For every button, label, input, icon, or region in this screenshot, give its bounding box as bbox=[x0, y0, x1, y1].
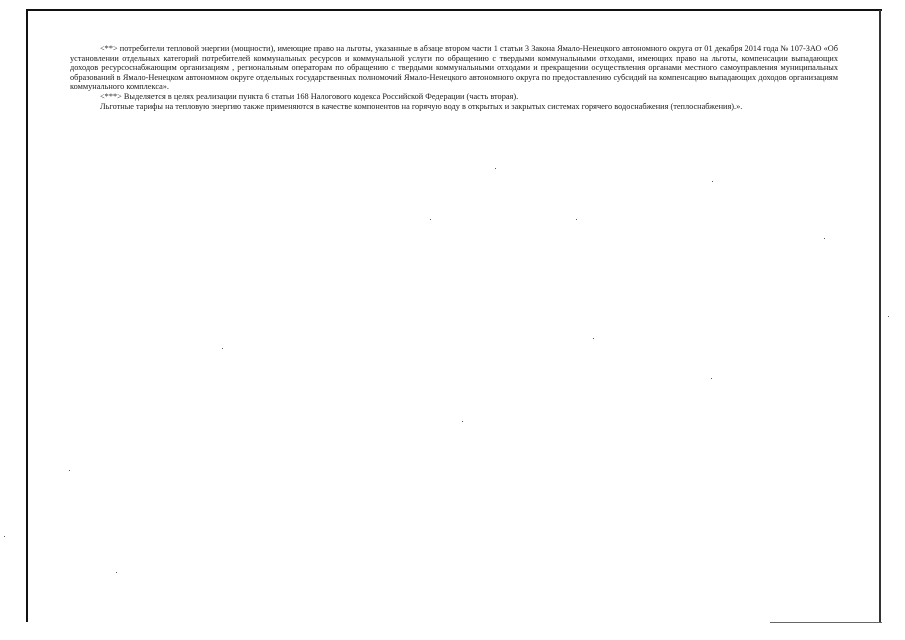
scan-speck bbox=[4, 536, 5, 537]
footnote-double-asterisk: <**> потребители тепловой энергии (мощности), имеющие право на льготы, указанные в абзаце втором части 1 статьи 3 Закона Ямало-Ненецкого автономного округа от 01 декабря 2014 года № 107-ЗАО «Об установлении отдельных категорий потребителей коммунальных ресурсов и коммунальной услуги по обращению с твердыми коммунальными отходами, имеющих право на льготы, компенсации выпадающих доходов ресурсоснабжающим организациям , региональным операторам по обращению с твердыми коммунальными отходами и прекращении осуществления органами местного самоуправления муниципальных образований в Ямало-Ненецком автономном округе отдельных государственных полномочий Ямало-Ненецкого автономного округа по предоставлению субсидий на компенсацию выпадающих доходов организациям коммунального комплекса». bbox=[70, 44, 838, 92]
scan-speck bbox=[495, 168, 496, 169]
scan-border-left bbox=[26, 10, 28, 622]
scan-speck bbox=[430, 219, 431, 220]
scan-speck bbox=[462, 421, 463, 422]
scan-border-bottom bbox=[770, 622, 882, 623]
scan-speck bbox=[222, 348, 223, 349]
footnotes-text bbox=[70, 44, 838, 111]
scan-speck bbox=[116, 572, 117, 573]
footnote-triple-asterisk: <***> Выделяется в целях реализации пункта 6 статьи 168 Налогового кодекса Российской Федерации (часть вторая). bbox=[100, 91, 519, 101]
scan-border-top bbox=[26, 9, 882, 11]
scan-speck bbox=[593, 338, 594, 339]
scan-speck bbox=[576, 219, 577, 220]
scan-speck bbox=[712, 181, 713, 182]
scan-speck bbox=[711, 378, 712, 379]
scan-speck bbox=[69, 470, 70, 471]
tariff-note: Льготные тарифы на тепловую энергию также применяются в качестве компонентов на горячую воду в открытых и закрытых системах горячего водоснабжения (теплоснабжения).». bbox=[100, 101, 743, 111]
scan-speck bbox=[888, 316, 889, 317]
scan-speck bbox=[824, 238, 825, 239]
scan-border-right bbox=[879, 10, 881, 622]
